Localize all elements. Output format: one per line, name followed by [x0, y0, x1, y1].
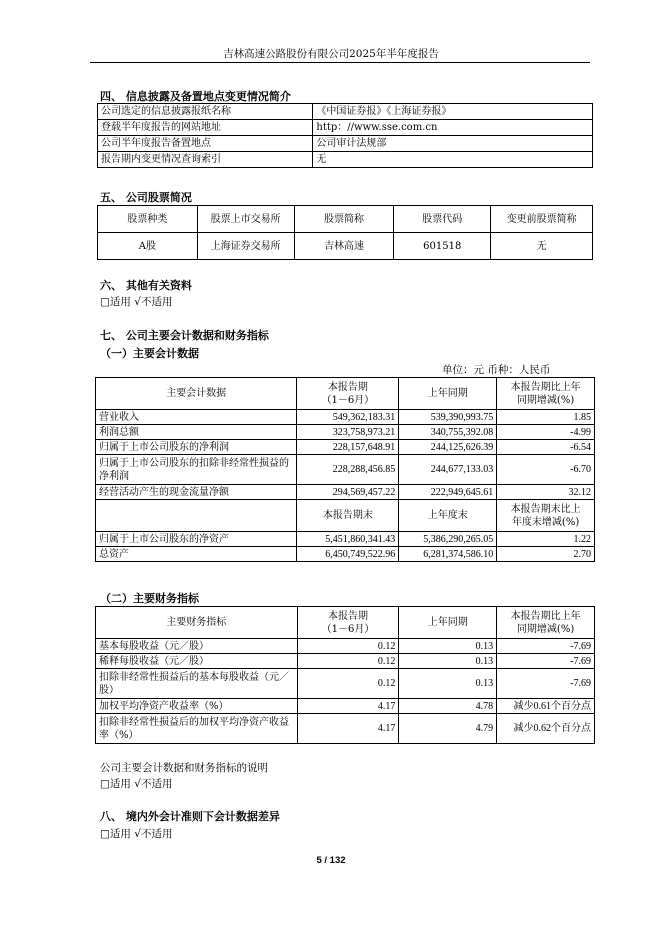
page-header: 吉林高速公路股份有限公司2025年半年度报告 [223, 48, 439, 60]
applicability-choice: □适用 √不适用 [100, 296, 173, 308]
cell: 4.17 [297, 714, 399, 744]
cell: 4.78 [399, 699, 497, 714]
cell: 公司选定的信息披露报纸名称 [98, 104, 313, 120]
cell: -4.99 [497, 425, 595, 440]
column-header: 本报告期末比上 年度末增减(%) [497, 500, 595, 532]
table-row [96, 532, 595, 547]
cell: A股 [98, 233, 198, 260]
disclosure-table [97, 103, 593, 168]
column-header: 上年同期 [399, 607, 497, 639]
cell: -7.69 [497, 654, 595, 669]
cell: 0.12 [297, 654, 399, 669]
section-7-title: 七、 公司主要会计数据和财务指标 [100, 329, 269, 342]
column-header: 本报告期比上年 同期增减(%) [497, 607, 595, 639]
stock-table [97, 205, 593, 260]
subsection-title: （一）主要会计数据 [100, 347, 199, 360]
table-row [96, 425, 595, 440]
cell: 减少0.61个百分点 [497, 699, 595, 714]
cell: 无 [491, 233, 593, 260]
column-header: 股票上市交易所 [197, 206, 294, 233]
cell: 0.12 [297, 669, 399, 699]
cell: 6,281,374,586.10 [399, 547, 497, 562]
table-row [96, 654, 595, 669]
column-header: 上年同期 [399, 378, 497, 410]
column-header: 上年度末 [399, 500, 497, 532]
cell: 228,157,648.91 [297, 440, 399, 455]
cell: 32.12 [497, 485, 595, 500]
cell: 加权平均净资产收益率（%） [96, 699, 298, 714]
cell: 4.79 [399, 714, 497, 744]
cell: 539,390,993.75 [399, 410, 497, 425]
column-header: 主要会计数据 [96, 378, 297, 410]
column-header: 本报告期 （1－6月） [297, 607, 399, 639]
table-header-row [96, 500, 595, 532]
table-row [98, 120, 593, 136]
cell: 登载半年度报告的网站地址 [98, 120, 313, 136]
table-row [96, 547, 595, 562]
cell: 公司半年度报告备置地点 [98, 136, 313, 152]
page-number: 5 / 132 [316, 855, 346, 866]
cell: -7.69 [497, 639, 595, 654]
section-8-title: 八、 境内外会计准则下会计数据差异 [100, 810, 280, 823]
column-header: 股票代码 [394, 206, 491, 233]
accounting-data-table [95, 377, 595, 562]
cell: 0.13 [399, 669, 497, 699]
table-header-row [96, 607, 595, 639]
cell: 244,677,133.03 [399, 455, 497, 485]
cell: 222,949,645.61 [399, 485, 497, 500]
section-5-title: 五、 公司股票简况 [100, 191, 192, 204]
applicability-choice: □适用 √不适用 [100, 778, 173, 790]
table-row [98, 233, 593, 260]
header-divider [90, 62, 590, 63]
cell: 稀释每股收益（元／股） [96, 654, 298, 669]
column-header: 股票简称 [294, 206, 394, 233]
unit-label: 单位：元 币种：人民币 [442, 364, 551, 376]
cell: 总资产 [96, 547, 297, 562]
cell: http：//www.sse.com.cn [313, 120, 593, 136]
table-row [96, 699, 595, 714]
cell: 323,758,973.21 [297, 425, 399, 440]
table-row [96, 669, 595, 699]
column-header: 变更前股票简称 [491, 206, 593, 233]
cell: -7.69 [497, 669, 595, 699]
cell: 扣除非经常性损益后的加权平均净资产收益率（%） [96, 714, 298, 744]
cell: 294,569,457.22 [297, 485, 399, 500]
cell: 归属于上市公司股东的扣除非经常性损益的净利润 [96, 455, 297, 485]
table-row [96, 455, 595, 485]
column-header: 本报告期 （1－6月） [297, 378, 399, 410]
table-row [98, 104, 593, 120]
cell: 《中国证券报》《上海证券报》 [313, 104, 593, 120]
cell: 扣除非经常性损益后的基本每股收益（元／股） [96, 669, 298, 699]
cell: 0.13 [399, 639, 497, 654]
cell: 2.70 [497, 547, 595, 562]
cell: 244,125,626.39 [399, 440, 497, 455]
cell: 1.22 [497, 532, 595, 547]
cell: 归属于上市公司股东的净资产 [96, 532, 297, 547]
cell: 无 [313, 152, 593, 168]
table-row [96, 714, 595, 744]
cell: 340,755,392.08 [399, 425, 497, 440]
cell: 6,450,749,522.96 [297, 547, 399, 562]
cell: 归属于上市公司股东的净利润 [96, 440, 297, 455]
cell: 0.12 [297, 639, 399, 654]
cell: 上海证券交易所 [197, 233, 294, 260]
cell: -6.70 [497, 455, 595, 485]
cell: 228,288,456.85 [297, 455, 399, 485]
column-header [96, 500, 297, 532]
table-row [96, 639, 595, 654]
cell: -6.54 [497, 440, 595, 455]
table-row [96, 410, 595, 425]
cell: 利润总额 [96, 425, 297, 440]
table-header-row [98, 206, 593, 233]
subsection-title: （二）主要财务指标 [100, 592, 199, 605]
cell: 1.85 [497, 410, 595, 425]
cell: 营业收入 [96, 410, 297, 425]
applicability-choice: □适用 √不适用 [100, 828, 173, 840]
cell: 0.13 [399, 654, 497, 669]
cell: 基本每股收益（元／股） [96, 639, 298, 654]
cell: 公司审计法规部 [313, 136, 593, 152]
cell: 报告期内变更情况查询索引 [98, 152, 313, 168]
cell: 经营活动产生的现金流量净额 [96, 485, 297, 500]
column-header: 主要财务指标 [96, 607, 298, 639]
section-6-title: 六、 其他有关资料 [100, 279, 192, 292]
cell: 601518 [394, 233, 491, 260]
column-header: 本报告期末 [297, 500, 399, 532]
table-row [98, 152, 593, 168]
cell: 减少0.62个百分点 [497, 714, 595, 744]
table-row [96, 440, 595, 455]
cell: 5,386,290,265.05 [399, 532, 497, 547]
table-row [96, 485, 595, 500]
table-row [98, 136, 593, 152]
column-header: 本报告期比上年 同期增减(%) [497, 378, 595, 410]
section-4-title: 四、 信息披露及备置地点变更情况简介 [100, 90, 291, 103]
explanation-note: 公司主要会计数据和财务指标的说明 [100, 762, 268, 774]
cell: 吉林高速 [294, 233, 394, 260]
cell: 5,451,860,341.43 [297, 532, 399, 547]
cell: 549,362,183.31 [297, 410, 399, 425]
table-header-row [96, 378, 595, 410]
column-header: 股票种类 [98, 206, 198, 233]
cell: 4.17 [297, 699, 399, 714]
financial-indicators-table [95, 606, 595, 744]
